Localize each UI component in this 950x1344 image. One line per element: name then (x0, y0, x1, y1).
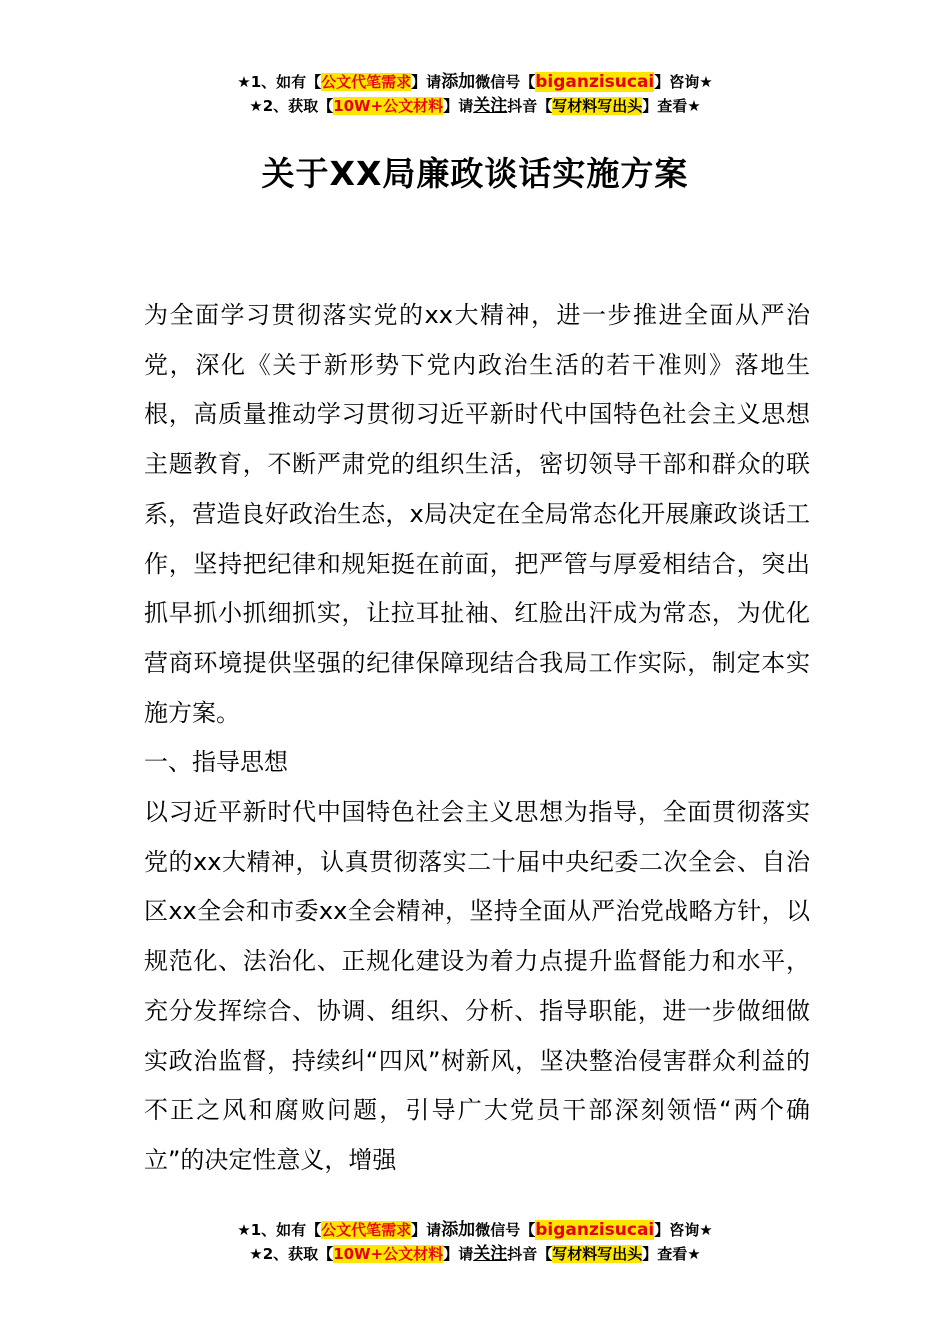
banner-emphasis: 添加 (441, 1220, 476, 1240)
banner-text: 】请 (411, 73, 442, 91)
banner-text: 】查看★ (642, 1245, 701, 1263)
banner-text: 抖音【 (507, 1245, 553, 1263)
paragraph-guiding-thought: 以习近平新时代中国特色社会主义思想为指导，全面贯彻落实党的xx大精神，认真贯彻落实二十届中央纪委二次全会、自治区xx全会和市委xx全会精神，坚持全面从严治党战略方针，以规范化、法治化、正规化建设为着力点提升监督能力和水平，充分发挥综合、协调、组织、分析、指导职能，进一步做细做实政治监督，持续纠“四风”树新风，坚决整治侵害群众利益的不正之风和腐败问题，引导广大党员干部深刻领悟“两个确立”的决定性意义，增强 (144, 798, 810, 1174)
banner-text: 】请 (443, 97, 474, 115)
banner-text: 】请 (443, 1245, 474, 1263)
banner-highlight: 写材料写出头 (552, 97, 643, 115)
banner-text: 】查看★ (642, 97, 701, 115)
banner-text: ★1、如有【 (237, 73, 322, 91)
banner-highlight: 公文代笔需求 (321, 73, 412, 91)
banner-text: ★2、获取【 (249, 1245, 334, 1263)
section-heading: 一、指导思想 (144, 748, 288, 777)
banner-line-1 (0, 1218, 950, 1242)
document-body (144, 291, 810, 1186)
footer-banner (0, 1218, 950, 1266)
banner-highlight: 10W+公文材料 (333, 1245, 444, 1263)
banner-text: ★1、如有【 (237, 1221, 322, 1239)
header-banner (0, 70, 950, 118)
banner-line-1 (0, 70, 950, 94)
banner-text: 】请 (411, 1221, 442, 1239)
banner-emphasis: 关注 (473, 96, 508, 116)
banner-emphasis: 添加 (441, 72, 476, 92)
banner-highlight: 写材料写出头 (552, 1245, 643, 1263)
banner-text: 抖音【 (507, 97, 553, 115)
banner-text: 微信号【 (475, 73, 536, 91)
document-title: 关于XX局廉政谈话实施方案 (261, 154, 689, 193)
banner-text: ★2、获取【 (249, 97, 334, 115)
banner-text: 】咨询★ (654, 1221, 713, 1239)
banner-line-2 (0, 1242, 950, 1266)
banner-wechat-id: biganzisucai (535, 72, 655, 92)
banner-highlight: 10W+公文材料 (333, 97, 444, 115)
banner-text: 微信号【 (475, 1221, 536, 1239)
banner-emphasis: 关注 (473, 1244, 508, 1264)
banner-text: 】咨询★ (654, 73, 713, 91)
banner-highlight: 公文代笔需求 (321, 1221, 412, 1239)
banner-line-2 (0, 94, 950, 118)
paragraph-intro: 为全面学习贯彻落实党的xx大精神，进一步推进全面从严治党，深化《关于新形势下党内政治生活的若干准则》落地生根，高质量推动学习贯彻习近平新时代中国特色社会主义思想主题教育，不断严肃党的组织生活，密切领导干部和群众的联系，营造良好政治生态，x局决定在全局常态化开展廉政谈话工作，坚持把纪律和规矩挺在前面，把严管与厚爱相结合，突出抓早抓小抓细抓实，让拉耳扯袖、红脸出汗成为常态，为优化营商环境提供坚强的纪律保障现结合我局工作实际，制定本实施方案。 (144, 301, 810, 727)
banner-wechat-id: biganzisucai (535, 1220, 655, 1240)
